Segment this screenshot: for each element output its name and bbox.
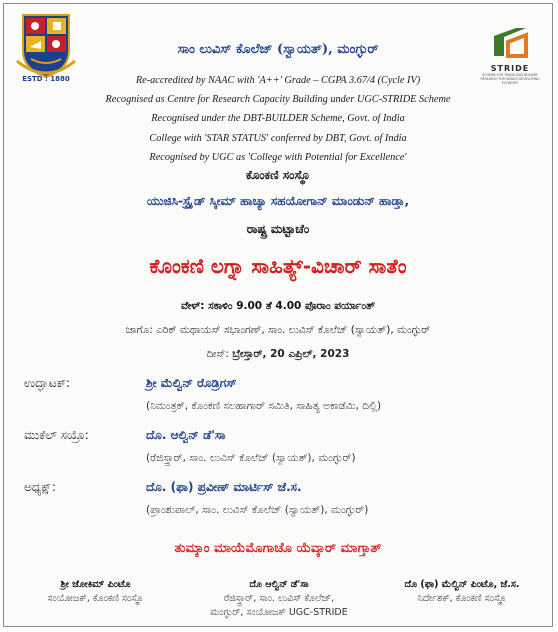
scheme-line: ಯುಜಿಸಿ-ಸ್ಟ್ರೈಡ್ ಸ್ಕೀಮ್ ಹಾಚ್ಯಾ ಸಹಯೋಗಾನ್ ಮಾಂಡುನ್ ಹಾಡ್ತಾ, [146,194,410,208]
signatory [8,578,183,606]
guest-role-chief-guest: ಮುಕೆಲ್ ಸಯ್ರೊ: [24,428,89,442]
event-title: ಕೊಂಕಣಿ ಲಗ್ನಾ ಸಾಹಿತ್ಯ್-ವಿಚಾರ್ ಸಾತೆಂ [149,254,407,278]
date-label: ದೀಸ್: [206,348,229,360]
signatory-name: ದೊ (ಫಾ) ಮೆಲ್ವಿನ್ ಪಿಂಟೊ, ಜೆ.ಸ. [404,579,520,590]
signatory [186,578,372,620]
accreditation-line: Recognised by UGC as 'College with Potential for Excellence' [149,151,407,163]
signatory-name: ದೊ ಆಲ್ವಿನ್ ಡೆ'ಸಾ [249,579,309,590]
venue-value: ಎರಿಕ್ ಮಥಾಯಸ್ ಸಭಾಂಗಣ್, ಸಾಂ. ಲುವಿಸ್ ಕೊಲೆಜ್ (ಸ್ವಾಯತ್), ಮಂಗ್ಳುರ್ [156,324,431,336]
guest-name-president: ದೊ. (ಫಾ) ಪ್ರವೀಣ್ ಮಾರ್ಟಿಸ್ ಜೆ.ಸ. [146,480,302,494]
date-value: ಬ್ರೇಸ್ತಾರ್, 20 ಎಪ್ರಿಲ್, 2023 [232,348,350,360]
accreditation-line: Recognised as Centre for Research Capacity Building under UGC-STRIDE Scheme [105,94,451,106]
guest-detail-president: (ಪ್ರಾಂಶುಪಾಲ್, ಸಾಂ. ಲುವಿಸ್ ಕೊಲೆಜ್ (ಸ್ವಾಯತ್), ಮಂಗ್ಳುರ್) [146,504,369,516]
event-level: ರಾಷ್ಟ್ರ ಮಟ್ಟಾಚೆಂ [246,222,310,236]
signatory-title: ಸಂಯೋಜಕ್, ಕೊಂಕಣಿ ಸಂಸ್ಥೊ [47,593,144,604]
logo-established-text: ESTD : 1880 [22,75,70,83]
signatory-title: ರೆಜಿಸ್ತ್ರಾರ್, ಸಾಂ. ಲುವಿಸ್ ಕೊಲೆಜ್, [223,593,335,604]
accreditation-block [4,71,552,167]
signatory-title-2: ಮಂಗ್ಳುರ್, ಸಂಯೋಜಕ್ UGC-STRIDE [210,607,348,618]
accreditation-line: College with 'STAR STATUS' conferred by DBT, Govt. of India [149,132,407,144]
guest-detail-chief-guest: (ರೆಜಿಸ್ತ್ರಾರ್, ಸಾಂ. ಲುವಿಸ್ ಕೊಲೆಜ್ (ಸ್ವಾಯತ್), ಮಂಗ್ಳುರ್) [146,452,356,464]
signatory-name: ಶ್ರೀ ಜೋಕಿಮ್ ಪಿಂಟೊ [60,579,131,590]
invitation-card [3,3,553,627]
guest-name-inaugurator: ಶ್ರೀ ಮೆಲ್ವಿನ್ ರೊಡ್ರಿಗಸ್ [146,376,237,390]
accreditation-line: Recognised under the DBT-BUILDER Scheme, Govt. of India [151,113,405,125]
signatory-title: ನಿರ್ದೇಶಕ್, ಕೊಂಕಣಿ ಸಂಸ್ಥೊ [417,593,507,604]
venue-label: ಜಾಗೊ: [125,324,153,336]
guest-detail-inaugurator: (ನಿಮಂತ್ರಕ್, ಕೊಂಕಣಿ ಸಲಹಾಗಾರ್ ಸಮಿತಿ, ಸಾಹಿತ್ಯ ಅಕಾಡೆಮಿ, ದಿಲ್ಲಿ) [146,400,382,412]
stride-caption: SCHEME FOR TRANS-DISCIPLINARY RESEARCH FOR INDIA'S DEVELOPING ECONOMY [480,73,540,85]
college-name: ಸಾಂ ಲುವಿಸ್ ಕೊಲೆಜ್ (ಸ್ವಾಯತ್), ಮಂಗ್ಳುರ್ [177,42,379,57]
signatory [374,578,550,606]
time-label: ವೇಳ್: [181,300,205,312]
accreditation-line: Re-accredited by NAAC with 'A++' Grade – CGPA 3.67/4 (Cycle IV) [135,75,421,86]
time-value: ಸಕಾಳಿಂ 9.00 ತೆ 4.00 ಪೊರಾಂ ಪರ್ಯಾಂತ್ [208,300,375,312]
welcome-message: ತುಮ್ಕಾಂ ಮಾಯೆಮೊಗಾಚೊ ಯೆವ್ಕಾರ್ ಮಾಗ್ತಾತ್ [174,541,382,556]
guest-role-president: ಅಧ್ಯಕ್ಷ್: [24,480,56,494]
event-venue [4,324,552,337]
guest-role-inaugurator: ಉದ್ಘಾಟಕ್: [24,376,71,390]
stride-label: STRIDE [490,64,530,73]
organizer-name: ಕೊಂಕಣಿ ಸಂಸ್ಥೊ [245,168,311,182]
event-time [4,300,552,313]
event-date [4,348,552,361]
guest-name-chief-guest: ದೊ. ಆಲ್ವಿನ್ ಡೆ'ಸಾ [146,428,226,442]
